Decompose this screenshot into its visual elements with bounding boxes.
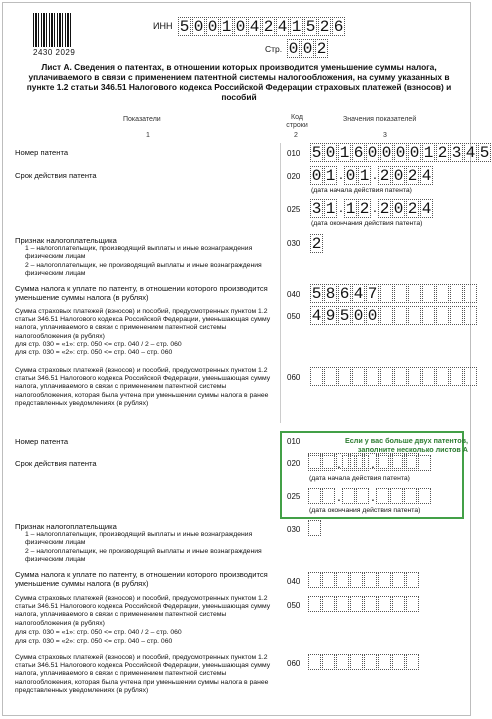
- digit-cell[interactable]: 2: [319, 18, 330, 36]
- insurance-cells[interactable]: [310, 306, 478, 325]
- empty-cell[interactable]: [408, 367, 421, 386]
- tax-form-page: [2, 2, 490, 716]
- code-020-2: 020: [287, 459, 301, 468]
- insurance-label-2: Сумма страховых платежей (взносов) и пособий, предусмотренных пунктом 1.2 статьи 346.51 Налогового кодекса Российской Федерации, уменьшающая сумму налога, уплачиваемого в связи с применением патентной системы налогообложения (в рублях): [15, 595, 271, 627]
- digit-cell[interactable]: 0: [345, 167, 356, 185]
- empty-cell[interactable]: [352, 367, 365, 386]
- patent-number-label-2: Номер патента: [15, 437, 69, 446]
- earlier-cells-2[interactable]: [308, 654, 420, 670]
- digit-cell[interactable]: 0: [381, 144, 392, 162]
- taxpayer-sign-label-2: Признак налогоплательщика: [15, 522, 117, 531]
- code-010: 010: [287, 149, 301, 158]
- empty-cell[interactable]: [376, 455, 389, 471]
- code-060-2: 060: [287, 659, 301, 668]
- insurance-cond-2: для стр. 030 = «2»: стр. 050 <= стр. 040 – стр. 060: [15, 349, 173, 356]
- empty-cell[interactable]: [336, 572, 349, 588]
- digit-cell[interactable]: 5: [311, 144, 322, 162]
- digit-cell[interactable]: 4: [311, 307, 322, 325]
- empty-cell[interactable]: [308, 596, 321, 612]
- sign-cell[interactable]: [310, 234, 324, 253]
- digit-cell[interactable]: 0: [302, 40, 313, 58]
- date-separator: .: [373, 199, 377, 215]
- empty-cell[interactable]: [356, 455, 369, 471]
- empty-cell[interactable]: [322, 572, 335, 588]
- code-030: 030: [287, 239, 301, 248]
- digit-cell[interactable]: 2: [316, 40, 327, 58]
- digit-cell[interactable]: 7: [367, 285, 378, 303]
- digit-cell[interactable]: 2: [379, 167, 390, 185]
- digit-cell[interactable]: 1: [345, 200, 356, 218]
- empty-cell[interactable]: [378, 654, 391, 670]
- digit-cell[interactable]: 0: [367, 144, 378, 162]
- empty-cell[interactable]: [350, 596, 363, 612]
- digit-cell[interactable]: [422, 306, 435, 325]
- tax-sum-label: Сумма налога к уплате по патенту, в отношении которого производится уменьшение суммы налога (в рублях): [15, 284, 268, 302]
- end-day-cells-2[interactable]: [308, 488, 336, 504]
- end-caption-2: (дата окончания действия патента): [309, 507, 421, 514]
- digit-cell[interactable]: 0: [393, 200, 404, 218]
- start-year-cells-2[interactable]: [376, 455, 432, 471]
- start-caption-2: (дата начала действия патента): [309, 475, 410, 482]
- digit-cell[interactable]: [408, 306, 421, 325]
- digit-cell[interactable]: 1: [423, 144, 434, 162]
- date-separator: .: [339, 166, 343, 182]
- end-year-cells-2[interactable]: [376, 488, 432, 504]
- digit-cell[interactable]: [408, 284, 421, 303]
- date-separator: .: [373, 166, 377, 182]
- empty-cell[interactable]: [342, 488, 355, 504]
- start-date[interactable]: [310, 166, 434, 185]
- empty-cell[interactable]: [464, 367, 477, 386]
- digit-cell[interactable]: 4: [421, 200, 432, 218]
- end-day-cells[interactable]: [310, 199, 338, 218]
- digit-cell[interactable]: 5: [479, 144, 490, 162]
- patent-number-label: Номер патента: [15, 148, 69, 157]
- col-values: Значения показателей: [343, 116, 417, 123]
- digit-cell[interactable]: [450, 306, 463, 325]
- digit-cell[interactable]: 0: [393, 167, 404, 185]
- digit-cell[interactable]: 2: [407, 167, 418, 185]
- insurance-cond-1: для стр. 030 = «1»: стр. 050 <= стр. 040 / 2 – стр. 060: [15, 341, 182, 348]
- empty-cell[interactable]: [308, 520, 321, 536]
- start-date-2[interactable]: [308, 455, 432, 471]
- empty-cell[interactable]: [392, 572, 405, 588]
- col-indicators: Показатели: [123, 116, 161, 123]
- digit-cell[interactable]: [450, 284, 463, 303]
- digit-cell[interactable]: 0: [353, 307, 364, 325]
- digit-cell[interactable]: 9: [325, 307, 336, 325]
- digit-cell[interactable]: 2: [437, 144, 448, 162]
- empty-cell[interactable]: [394, 367, 407, 386]
- inn-label: ИНН: [153, 21, 173, 31]
- empty-cell[interactable]: [322, 596, 335, 612]
- empty-cell[interactable]: [436, 367, 449, 386]
- digit-cell[interactable]: 0: [325, 144, 336, 162]
- code-050-2: 050: [287, 601, 301, 610]
- digit-cell[interactable]: [394, 284, 407, 303]
- date-separator: .: [337, 488, 341, 504]
- empty-cell[interactable]: [308, 572, 321, 588]
- tax-sum-label-2: Сумма налога к уплате по патенту, в отношении которого производится уменьшение суммы налога (в рублях): [15, 570, 268, 588]
- code-025: 025: [287, 205, 301, 214]
- inn-cells[interactable]: [178, 17, 346, 36]
- digit-cell[interactable]: 4: [421, 167, 432, 185]
- empty-cell[interactable]: [310, 367, 323, 386]
- empty-cell[interactable]: [390, 488, 403, 504]
- end-month-cells-2[interactable]: [342, 488, 370, 504]
- end-date[interactable]: [310, 199, 434, 218]
- digit-cell[interactable]: [380, 284, 393, 303]
- empty-cell[interactable]: [404, 455, 417, 471]
- sign-cell-2[interactable]: [308, 520, 322, 536]
- empty-cell[interactable]: [350, 572, 363, 588]
- digit-cell[interactable]: 0: [235, 18, 246, 36]
- empty-cell[interactable]: [366, 367, 379, 386]
- empty-cell[interactable]: [364, 596, 377, 612]
- code-030-2: 030: [287, 525, 301, 534]
- digit-cell[interactable]: 0: [193, 18, 204, 36]
- empty-cell[interactable]: [422, 367, 435, 386]
- insurance-cells-2[interactable]: [308, 596, 420, 612]
- code-020: 020: [287, 172, 301, 181]
- digit-cell[interactable]: 0: [395, 144, 406, 162]
- digit-cell[interactable]: 2: [311, 235, 322, 253]
- empty-cell[interactable]: [406, 654, 419, 670]
- sign-option-2: 2 – налогоплательщик, не производящий выплаты и иные вознаграждения физическим лицам: [25, 262, 262, 278]
- empty-cell[interactable]: [364, 572, 377, 588]
- column-divider: [280, 143, 281, 423]
- digit-cell[interactable]: 1: [221, 18, 232, 36]
- digit-cell[interactable]: [422, 284, 435, 303]
- code-060: 060: [287, 373, 301, 382]
- earlier-label: Сумма страховых платежей (взносов) и пособий, предусмотренных пунктом 1.2 статьи 346.51 Налогового кодекса Российской Федерации, уменьшающая сумму налога, уплачиваемого в связи с применением патентной системы налогообложения, которая была учтена при уменьшении суммы налога в ранее представленных уведомлениях (в рублях): [15, 367, 271, 407]
- empty-cell[interactable]: [406, 596, 419, 612]
- col-code: Код строки: [286, 114, 308, 129]
- code-040-2: 040: [287, 577, 301, 586]
- digit-cell[interactable]: [436, 306, 449, 325]
- start-month-cells-2[interactable]: [342, 455, 370, 471]
- digit-cell[interactable]: [394, 306, 407, 325]
- empty-cell[interactable]: [336, 596, 349, 612]
- empty-cell[interactable]: [336, 654, 349, 670]
- insurance-label: Сумма страховых платежей (взносов) и пособий, предусмотренных пунктом 1.2 статьи 346.51 Налогового кодекса Российской Федерации, уменьшающая сумму налога, уплачиваемого в связи с применением патентной системы налогообложения (в рублях): [15, 308, 271, 340]
- digit-cell[interactable]: 8: [325, 285, 336, 303]
- empty-cell[interactable]: [390, 455, 403, 471]
- barcode-number: 2430 2029: [33, 48, 76, 57]
- taxpayer-sign-label: Признак налогоплательщика: [15, 236, 117, 245]
- start-day-cells-2[interactable]: [308, 455, 336, 471]
- validity-label-2: Срок действия патента: [15, 459, 97, 468]
- start-year-cells[interactable]: [378, 166, 434, 185]
- tax-sum-cells-2[interactable]: [308, 572, 420, 588]
- sign-option-2-2: 2 – налогоплательщик, не производящий выплаты и иные вознаграждения физическим лицам: [25, 548, 262, 564]
- page-cells[interactable]: [287, 39, 329, 58]
- start-caption: (дата начала действия патента): [311, 187, 412, 194]
- insurance-cond-2-2: для стр. 030 = «2»: стр. 050 <= стр. 040 – стр. 060: [15, 638, 173, 645]
- digit-cell[interactable]: 5: [179, 18, 190, 36]
- empty-cell[interactable]: [404, 488, 417, 504]
- empty-cell[interactable]: [342, 455, 355, 471]
- digit-cell[interactable]: [380, 306, 393, 325]
- date-separator: .: [371, 488, 375, 504]
- empty-cell[interactable]: [322, 455, 335, 471]
- code-050: 050: [287, 312, 301, 321]
- digit-cell[interactable]: 5: [339, 307, 350, 325]
- multi-patent-note: Если у вас больше двух патентов, заполните несколько листов А: [344, 436, 468, 454]
- end-year-cells[interactable]: [378, 199, 434, 218]
- col-num-2: 2: [294, 132, 298, 139]
- digit-cell[interactable]: 6: [339, 285, 350, 303]
- date-separator: .: [339, 199, 343, 215]
- sign-option-1-2: 1 – налогоплательщик, производящий выплаты и иные вознаграждения физическим лицам: [25, 531, 253, 547]
- validity-label: Срок действия патента: [15, 171, 97, 180]
- empty-cell[interactable]: [418, 488, 431, 504]
- digit-cell[interactable]: 2: [263, 18, 274, 36]
- empty-cell[interactable]: [392, 596, 405, 612]
- digit-cell[interactable]: 4: [277, 18, 288, 36]
- digit-cell[interactable]: 3: [311, 200, 322, 218]
- date-separator: .: [371, 455, 375, 471]
- digit-cell[interactable]: 1: [325, 200, 336, 218]
- tax-sum-cells[interactable]: [310, 284, 478, 303]
- end-caption: (дата окончания действия патента): [311, 220, 423, 227]
- digit-cell[interactable]: [464, 284, 477, 303]
- empty-cell[interactable]: [378, 572, 391, 588]
- empty-cell[interactable]: [392, 654, 405, 670]
- digit-cell[interactable]: 0: [367, 307, 378, 325]
- end-month-cells[interactable]: [344, 199, 372, 218]
- empty-cell[interactable]: [356, 488, 369, 504]
- digit-cell[interactable]: [464, 306, 477, 325]
- date-separator: .: [337, 455, 341, 471]
- empty-cell[interactable]: [308, 455, 321, 471]
- digit-cell[interactable]: 4: [465, 144, 476, 162]
- digit-cell[interactable]: 2: [407, 200, 418, 218]
- empty-cell[interactable]: [324, 367, 337, 386]
- sheet-title: Лист А. Сведения о патентах, в отношении которых производится уменьшение суммы налога, уплачиваемого в связи с применением патентной системы налогообложения, на сумму указанных в пункте 1.2 статьи 346.51 Налогового кодекса Российской Федерации страховых платежей (взносов) и пособий: [26, 62, 452, 102]
- digit-cell[interactable]: 2: [359, 200, 370, 218]
- end-date-2[interactable]: [308, 488, 432, 504]
- digit-cell[interactable]: 4: [353, 285, 364, 303]
- empty-cell[interactable]: [406, 572, 419, 588]
- patent-number-cells[interactable]: [310, 143, 492, 162]
- sign-option-1: 1 – налогоплательщик, производящий выплаты и иные вознаграждения физическим лицам: [25, 245, 253, 261]
- page-label: Стр.: [265, 44, 283, 54]
- empty-cell[interactable]: [378, 596, 391, 612]
- start-month-cells[interactable]: [344, 166, 372, 185]
- empty-cell[interactable]: [308, 654, 321, 670]
- digit-cell[interactable]: 4: [249, 18, 260, 36]
- earlier-label-2: Сумма страховых платежей (взносов) и пособий, предусмотренных пунктом 1.2 статьи 346.51 Налогового кодекса Российской Федерации, уменьшающая сумму налога, уплачиваемого в связи с применением патентной системы налогообложения, которая была учтена при уменьшении суммы налога в ранее представленных уведомлениях (в рублях): [15, 654, 271, 694]
- digit-cell[interactable]: 1: [359, 167, 370, 185]
- barcode: [33, 13, 71, 47]
- code-010-2: 010: [287, 437, 301, 446]
- col-num-1: 1: [146, 132, 150, 139]
- empty-cell[interactable]: [322, 488, 335, 504]
- empty-cell[interactable]: [322, 654, 335, 670]
- code-025-2: 025: [287, 492, 301, 501]
- digit-cell[interactable]: 0: [207, 18, 218, 36]
- empty-cell[interactable]: [450, 367, 463, 386]
- empty-cell[interactable]: [380, 367, 393, 386]
- digit-cell[interactable]: 3: [451, 144, 462, 162]
- digit-cell[interactable]: 1: [291, 18, 302, 36]
- digit-cell[interactable]: 2: [379, 200, 390, 218]
- empty-cell[interactable]: [338, 367, 351, 386]
- empty-cell[interactable]: [308, 488, 321, 504]
- col-num-3: 3: [383, 132, 387, 139]
- empty-cell[interactable]: [350, 654, 363, 670]
- code-040: 040: [287, 290, 301, 299]
- digit-cell[interactable]: 5: [311, 285, 322, 303]
- insurance-cond-1-2: для стр. 030 = «1»: стр. 050 <= стр. 040 / 2 – стр. 060: [15, 629, 182, 636]
- digit-cell[interactable]: 0: [311, 167, 322, 185]
- digit-cell[interactable]: 6: [353, 144, 364, 162]
- digit-cell[interactable]: 1: [325, 167, 336, 185]
- digit-cell[interactable]: [436, 284, 449, 303]
- digit-cell[interactable]: 0: [409, 144, 420, 162]
- empty-cell[interactable]: [418, 455, 431, 471]
- digit-cell[interactable]: 5: [305, 18, 316, 36]
- start-day-cells[interactable]: [310, 166, 338, 185]
- earlier-cells[interactable]: [310, 367, 478, 386]
- digit-cell[interactable]: 1: [339, 144, 350, 162]
- digit-cell[interactable]: 6: [333, 18, 344, 36]
- empty-cell[interactable]: [364, 654, 377, 670]
- digit-cell[interactable]: 0: [288, 40, 299, 58]
- empty-cell[interactable]: [376, 488, 389, 504]
